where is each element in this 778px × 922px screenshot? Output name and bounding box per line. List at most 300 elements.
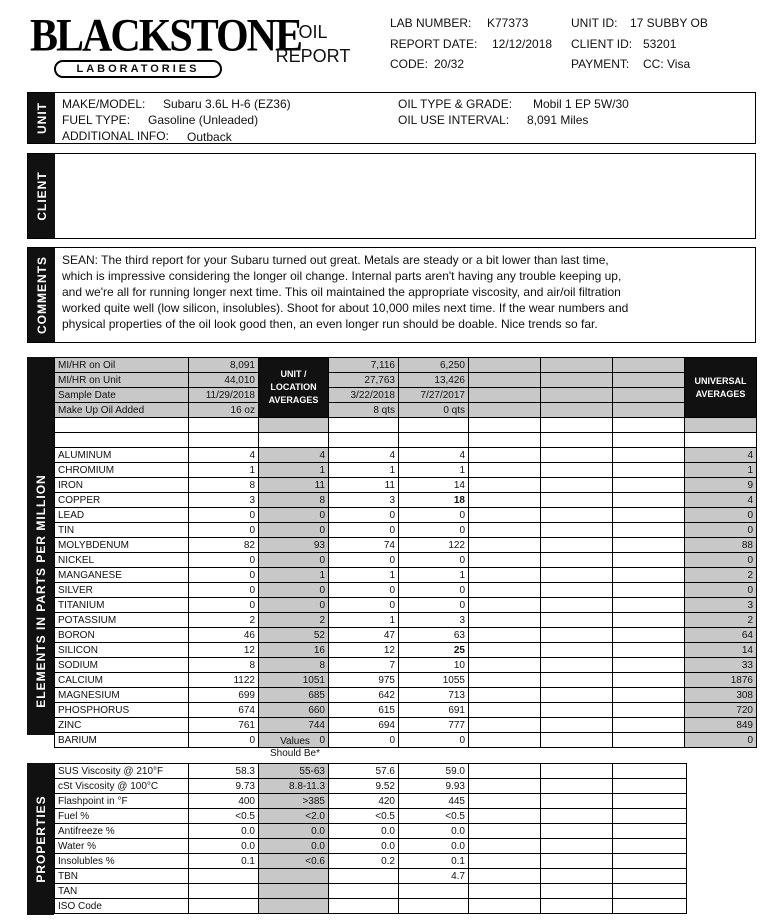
unit-section-label: UNIT [28,93,55,143]
property-should-be: <0.6 [259,854,329,869]
sample-empty-cell [469,373,541,388]
sample-previous-value: 3/22/2018 [329,388,399,403]
element-empty-cell [541,688,613,703]
property-row [55,854,687,869]
element-empty-cell [469,673,541,688]
element-empty-cell [469,703,541,718]
element-name: COPPER [55,493,189,508]
sample-empty-cell [469,403,541,418]
element-empty-cell [469,613,541,628]
element-previous: 0 [399,598,469,613]
sample-current-value: 44,010 [189,373,259,388]
element-previous: 0 [329,523,399,538]
property-row [55,839,687,854]
property-empty-cell [613,809,687,824]
property-name: Water % [55,839,189,854]
element-unit-average: 0 [259,583,329,598]
element-empty-cell [613,583,685,598]
property-should-be: >385 [259,794,329,809]
element-name: BORON [55,628,189,643]
element-universal-average: 4 [685,493,757,508]
element-empty-cell [541,613,613,628]
element-name: POTASSIUM [55,613,189,628]
oil-interval-label: OIL USE INTERVAL: [398,113,510,127]
oil-interval-value: 8,091 Miles [527,113,589,127]
comment-line: worked quite well (low silicon, insolubles). Shoot for about 10,000 miles next time. If the wear numbers and [62,301,629,315]
property-previous: 9.93 [399,779,469,794]
element-empty-cell [613,718,685,733]
element-unit-average: 8 [259,658,329,673]
comments-section-label: COMMENTS [28,248,55,342]
element-previous: 694 [329,718,399,733]
element-previous: 14 [399,478,469,493]
element-unit-average: 0 [259,553,329,568]
element-empty-cell [541,493,613,508]
property-row [55,779,687,794]
element-name: PHOSPHORUS [55,703,189,718]
element-current: 674 [189,703,259,718]
element-row [55,523,757,538]
values-should-be-note: Values Should Be* [269,736,321,759]
sample-empty-cell [541,403,613,418]
element-empty-cell [541,568,613,583]
element-row [55,703,757,718]
element-empty-cell [613,688,685,703]
property-current: <0.5 [189,809,259,824]
element-previous: 25 [399,643,469,658]
fuel-type-label: FUEL TYPE: [62,113,131,127]
element-empty-cell [541,643,613,658]
property-should-be: 0.0 [259,824,329,839]
element-previous: 12 [329,643,399,658]
element-empty-cell [541,673,613,688]
sample-info-label: Sample Date [55,388,189,403]
element-empty-cell [613,613,685,628]
property-empty-cell [469,899,541,914]
element-row [55,538,757,553]
element-current: 82 [189,538,259,553]
property-previous: 445 [399,794,469,809]
property-empty-cell [469,839,541,854]
element-current: 4 [189,448,259,463]
property-empty-cell [613,794,687,809]
element-universal-average: 2 [685,613,757,628]
property-current: 0.1 [189,854,259,869]
element-current: 0 [189,598,259,613]
property-empty-cell [541,764,613,779]
sample-current-value: 11/29/2018 [189,388,259,403]
element-current: 761 [189,718,259,733]
element-empty-cell [469,553,541,568]
element-universal-average: 2 [685,568,757,583]
element-empty-cell [469,583,541,598]
element-name: MANGANESE [55,568,189,583]
code-label: CODE: [390,57,429,71]
comment-line: and we're all for running longer next time. This oil maintained the appropriate viscosity, and air/oil filtration [62,285,621,299]
client-section-label: CLIENT [28,154,55,238]
element-empty-cell [613,553,685,568]
element-previous: 0 [329,583,399,598]
element-previous: 1 [399,463,469,478]
element-current: 0 [189,553,259,568]
element-previous: 47 [329,628,399,643]
element-empty-cell [469,658,541,673]
element-empty-cell [613,658,685,673]
element-row [55,463,757,478]
element-empty-cell [469,448,541,463]
sample-info-label: MI/HR on Oil [55,358,189,373]
spacer-cell [685,433,757,448]
spacer-cell [399,433,469,448]
element-empty-cell [469,493,541,508]
element-row [55,658,757,673]
element-empty-cell [613,523,685,538]
property-empty-cell [613,884,687,899]
element-empty-cell [541,628,613,643]
spacer-cell [329,433,399,448]
property-should-be [259,884,329,899]
property-previous: 0.1 [399,854,469,869]
make-model-value: Subaru 3.6L H-6 (EZ36) [163,97,291,111]
element-previous: 4 [329,448,399,463]
code-value: 20/32 [434,57,465,71]
element-unit-average: 11 [259,478,329,493]
element-empty-cell [541,718,613,733]
element-previous: 4 [399,448,469,463]
property-current: 0.0 [189,839,259,854]
payment-label: PAYMENT: [571,57,630,71]
element-empty-cell [469,718,541,733]
property-should-be: 8.8-11.3 [259,779,329,794]
property-empty-cell [469,794,541,809]
property-current: 400 [189,794,259,809]
element-previous: 642 [329,688,399,703]
unit-section [27,92,756,144]
blackstone-logo [30,10,301,78]
element-row [55,628,757,643]
report-date-label: REPORT DATE: [390,37,478,51]
unit-averages-header [259,358,329,418]
property-previous: 59.0 [399,764,469,779]
element-previous: 0 [399,553,469,568]
property-name: cSt Viscosity @ 100°C [55,779,189,794]
element-universal-average: 4 [685,448,757,463]
element-empty-cell [469,478,541,493]
property-previous [329,869,399,884]
properties-table [54,763,687,914]
comment-line: which is impressive considering the longer oil change. Internal parts aren't having any trouble keeping up, [62,269,622,283]
element-name: TIN [55,523,189,538]
property-current: 58.3 [189,764,259,779]
sample-empty-cell [613,358,685,373]
element-empty-cell [613,568,685,583]
lab-number-label: LAB NUMBER: [390,16,472,30]
element-row [55,568,757,583]
sample-empty-cell [541,373,613,388]
property-row [55,809,687,824]
element-current: 0 [189,568,259,583]
element-previous: 3 [399,613,469,628]
property-empty-cell [469,764,541,779]
client-id-value: 53201 [643,37,677,51]
property-empty-cell [541,824,613,839]
element-previous: 7 [329,658,399,673]
client-section [27,153,756,239]
property-empty-cell [469,884,541,899]
element-empty-cell [469,538,541,553]
element-current: 699 [189,688,259,703]
element-empty-cell [613,478,685,493]
spacer-row [55,418,757,433]
element-unit-average: 1 [259,463,329,478]
element-row [55,598,757,613]
additional-info-value: Outback [187,130,232,144]
property-empty-cell [541,869,613,884]
element-current: 1122 [189,673,259,688]
property-empty-cell [613,824,687,839]
universal-averages-header [685,358,757,418]
element-empty-cell [469,523,541,538]
element-name: SILVER [55,583,189,598]
element-previous: 0 [399,508,469,523]
element-row [55,583,757,598]
element-empty-cell [613,733,685,748]
element-name: CHROMIUM [55,463,189,478]
element-empty-cell [541,553,613,568]
element-empty-cell [541,463,613,478]
element-previous: 615 [329,703,399,718]
element-universal-average: 0 [685,508,757,523]
spacer-cell [55,418,189,433]
element-previous: 1 [329,613,399,628]
element-row [55,613,757,628]
property-row [55,824,687,839]
property-empty-cell [541,839,613,854]
element-unit-average: 93 [259,538,329,553]
spacer-cell [613,418,685,433]
element-name: BARIUM [55,733,189,748]
report-title: OIL REPORT [275,22,351,66]
element-row [55,718,757,733]
property-name: Fuel % [55,809,189,824]
element-universal-average: 720 [685,703,757,718]
property-empty-cell [613,839,687,854]
element-current: 0 [189,733,259,748]
property-previous: 0.2 [329,854,399,869]
sample-previous-value: 7/27/2017 [399,388,469,403]
spacer-cell [469,433,541,448]
element-previous: 691 [399,703,469,718]
element-empty-cell [469,688,541,703]
oil-type-value: Mobil 1 EP 5W/30 [533,97,629,111]
property-empty-cell [613,869,687,884]
element-universal-average: 3 [685,598,757,613]
property-current [189,899,259,914]
property-previous: 0.0 [329,839,399,854]
property-empty-cell [469,824,541,839]
sample-info-label: MI/HR on Unit [55,373,189,388]
unit-averages-header-line: LOCATION [270,382,317,392]
element-universal-average: 308 [685,688,757,703]
element-previous: 10 [399,658,469,673]
element-previous: 74 [329,538,399,553]
sample-info-row [55,373,757,388]
element-universal-average: 1876 [685,673,757,688]
element-previous: 122 [399,538,469,553]
sample-info-row [55,403,757,418]
sample-previous-value: 0 qts [399,403,469,418]
sample-empty-cell [541,358,613,373]
element-row [55,643,757,658]
client-id-label: CLIENT ID: [571,37,633,51]
elements-section-label: ELEMENTS IN PARTS PER MILLION [27,357,54,735]
property-previous [329,884,399,899]
element-empty-cell [541,508,613,523]
make-model-label: MAKE/MODEL: [62,97,146,111]
elements-table [54,357,757,748]
logo-wordmark: BLACKSTONE [30,10,301,62]
property-row [55,764,687,779]
property-row [55,869,687,884]
property-empty-cell [469,779,541,794]
element-unit-average: 660 [259,703,329,718]
element-previous: 1 [399,568,469,583]
element-universal-average: 849 [685,718,757,733]
element-name: TITANIUM [55,598,189,613]
sample-previous-value: 27,763 [329,373,399,388]
property-current: 9.73 [189,779,259,794]
spacer-cell [399,418,469,433]
comment-line: physical properties of the oil look good then, an even longer run should be doable. Nice trends so far. [62,317,598,331]
property-should-be: 55-63 [259,764,329,779]
property-previous: <0.5 [329,809,399,824]
element-universal-average: 9 [685,478,757,493]
element-current: 0 [189,508,259,523]
element-name: MOLYBDENUM [55,538,189,553]
element-unit-average: 744 [259,718,329,733]
property-previous [329,899,399,914]
spacer-cell [685,418,757,433]
sample-empty-cell [469,388,541,403]
property-empty-cell [541,794,613,809]
additional-info-label: ADDITIONAL INFO: [62,129,169,143]
property-current [189,884,259,899]
sample-info-row [55,358,757,373]
element-previous: 0 [329,598,399,613]
element-name: SODIUM [55,658,189,673]
sample-previous-value: 6,250 [399,358,469,373]
element-name: ZINC [55,718,189,733]
property-name: SUS Viscosity @ 210°F [55,764,189,779]
element-unit-average: 685 [259,688,329,703]
element-universal-average: 1 [685,463,757,478]
property-name: TBN [55,869,189,884]
sample-previous-value: 7,116 [329,358,399,373]
sample-info-row [55,388,757,403]
sample-empty-cell [469,358,541,373]
property-previous [399,884,469,899]
element-current: 3 [189,493,259,508]
sample-previous-value: 8 qts [329,403,399,418]
element-empty-cell [613,493,685,508]
sample-current-value: 16 oz [189,403,259,418]
element-unit-average: 0 [259,523,329,538]
element-row [55,448,757,463]
property-empty-cell [613,854,687,869]
universal-averages-header-line: UNIVERSAL [694,375,747,386]
sample-empty-cell [541,388,613,403]
element-previous: 975 [329,673,399,688]
element-name: ALUMINUM [55,448,189,463]
element-universal-average: 0 [685,733,757,748]
spacer-cell [55,433,189,448]
element-name: LEAD [55,508,189,523]
property-empty-cell [469,809,541,824]
unit-averages-header-line: AVERAGES [268,395,319,405]
element-row [55,733,757,748]
element-empty-cell [541,478,613,493]
sample-previous-value: 13,426 [399,373,469,388]
spacer-cell [541,418,613,433]
element-current: 46 [189,628,259,643]
element-previous: 713 [399,688,469,703]
element-unit-average: 1051 [259,673,329,688]
element-unit-average: 16 [259,643,329,658]
sample-empty-cell [613,388,685,403]
element-row [55,508,757,523]
element-previous: 1 [329,463,399,478]
element-previous: 0 [329,553,399,568]
property-should-be: 0.0 [259,839,329,854]
element-current: 1 [189,463,259,478]
oil-type-label: OIL TYPE & GRADE: [398,97,513,111]
property-previous: <0.5 [399,809,469,824]
comments-section [27,247,756,343]
element-unit-average: 4 [259,448,329,463]
sample-info-label: Make Up Oil Added [55,403,189,418]
logo-subtitle: LABORATORIES [54,60,222,78]
element-name: NICKEL [55,553,189,568]
element-unit-average: 0 [259,733,329,748]
sample-empty-cell [613,403,685,418]
property-should-be: <2.0 [259,809,329,824]
element-empty-cell [469,628,541,643]
element-previous: 777 [399,718,469,733]
property-empty-cell [541,779,613,794]
element-empty-cell [469,463,541,478]
element-previous: 0 [399,733,469,748]
element-empty-cell [613,673,685,688]
element-empty-cell [541,733,613,748]
element-unit-average: 1 [259,568,329,583]
element-empty-cell [541,538,613,553]
spacer-cell [189,433,259,448]
property-previous: 0.0 [329,824,399,839]
element-empty-cell [469,643,541,658]
element-universal-average: 0 [685,583,757,598]
element-empty-cell [469,508,541,523]
element-current: 0 [189,523,259,538]
element-unit-average: 0 [259,508,329,523]
lab-number-value: K77373 [487,16,529,30]
property-empty-cell [613,764,687,779]
element-previous: 18 [399,493,469,508]
element-unit-average: 52 [259,628,329,643]
spacer-cell [613,433,685,448]
element-empty-cell [469,568,541,583]
spacer-cell [469,418,541,433]
element-current: 0 [189,583,259,598]
